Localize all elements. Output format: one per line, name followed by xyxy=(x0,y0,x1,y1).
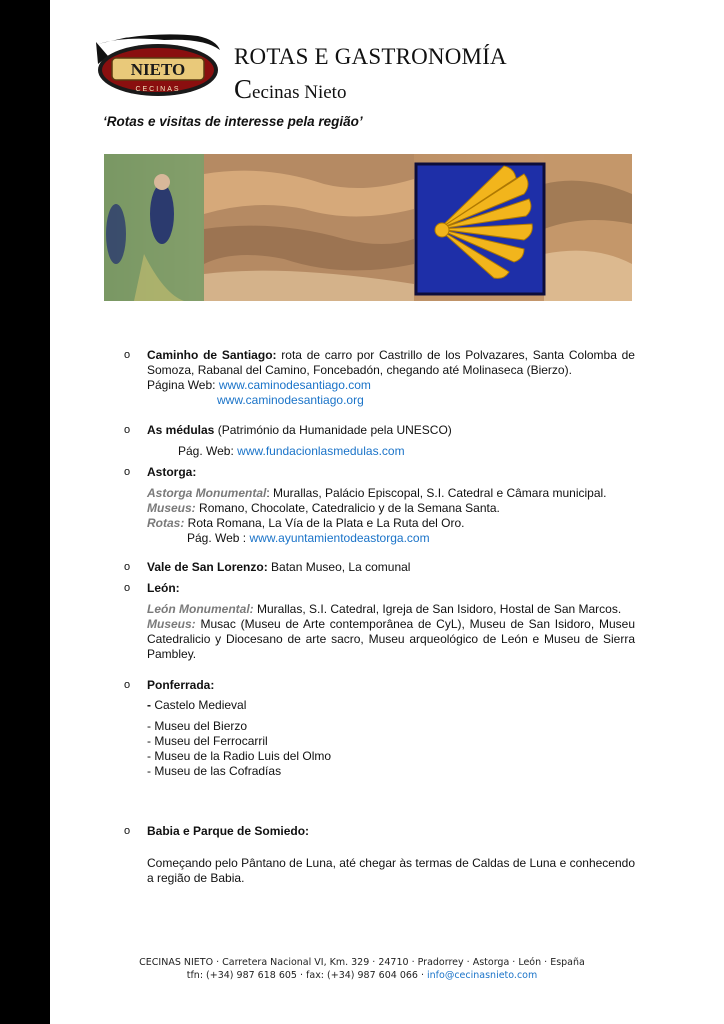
astorga-museus-label: Museus: xyxy=(147,501,196,515)
leon-museus xyxy=(147,617,635,662)
medulas-web-label: Pág. Web: xyxy=(178,444,238,458)
footer-address: CECINAS NIETO · Carretera Nacional VI, Km. 329 · 24710 · Pradorrey · Astorga · León · España xyxy=(139,957,585,968)
list-item: - Museu del Bierzo xyxy=(147,719,248,733)
astorga-museus-text: Romano, Chocolate, Catedralicio y de la Semana Santa. xyxy=(195,501,500,515)
leon-monumental-label: León Monumental: xyxy=(147,602,254,616)
astorga-monumental-text: : Murallas, Palácio Episcopal, S.I. Catedral e Câmara municipal. xyxy=(266,486,607,500)
astorga-rotas-text: Rota Romana, La Vía de la Plata e La Ruta del Oro. xyxy=(184,516,465,530)
medulas-text: (Património da Humanidade pela UNESCO) xyxy=(214,423,452,437)
bullet-marker: o xyxy=(124,582,131,594)
routes-list xyxy=(124,348,635,886)
list-item: - Museu de las Cofradías xyxy=(147,764,282,778)
leon-label: León: xyxy=(147,581,180,595)
ponferrada-castle-text: Castelo Medieval xyxy=(151,698,247,712)
page-footer xyxy=(50,956,674,982)
santiago-text: rota de carro por Castrillo de los Polvazares, Santa Colomba de Somoza, Rabanal del Camino, Foncebadón, chegando até Molinaseca (Bierzo). xyxy=(147,348,635,377)
santiago-link-com[interactable]: www.caminodesantiago.com xyxy=(218,378,371,392)
leon-museus-label: Museus: xyxy=(147,617,196,631)
medulas-web xyxy=(124,444,635,459)
footer-email-link[interactable]: info@cecinasnieto.com xyxy=(427,970,538,981)
medulas-label: As médulas xyxy=(147,423,215,437)
babia-label: Babia e Parque de Somiedo: xyxy=(147,824,310,838)
leon-details xyxy=(124,602,635,662)
ponferrada-label: Ponferrada: xyxy=(147,678,215,692)
left-black-bar xyxy=(0,0,50,1024)
astorga-rotas xyxy=(147,516,635,531)
santiago-web xyxy=(124,378,635,393)
bullet-marker: o xyxy=(124,466,131,478)
astorga-web-label: Pág. Web : xyxy=(187,531,250,545)
lorenzo-label: Vale de San Lorenzo: xyxy=(147,560,268,574)
logo-text: NIETO xyxy=(130,60,186,79)
cecinas-nieto-logo xyxy=(94,34,224,100)
babia-text: Começando pelo Pântano de Luna, até chegar às termas de Caldas de Luna e conhecendo a região de Babia. xyxy=(147,856,635,885)
bullet-marker: o xyxy=(124,825,131,837)
medulas-link[interactable]: www.fundacionlasmedulas.com xyxy=(237,444,405,458)
footer-contact xyxy=(50,969,674,982)
footer-phone-fax: tfn: (+34) 987 618 605 · fax: (+34) 987 604 066 · xyxy=(186,970,428,981)
astorga-monumental-label: Astorga Monumental xyxy=(147,486,267,500)
lorenzo-text: Batan Museo, La comunal xyxy=(267,560,411,574)
astorga-link[interactable]: www.ayuntamientodeastorga.com xyxy=(249,531,430,545)
astorga-web xyxy=(147,531,635,546)
list-item-medulas xyxy=(124,423,635,438)
santiago-web-label: Página Web: xyxy=(147,378,219,392)
list-item-leon xyxy=(124,581,635,596)
leon-monumental xyxy=(147,602,635,617)
ponferrada-museums xyxy=(124,719,635,779)
astorga-museus xyxy=(147,501,635,516)
subtitle-rest: ecinas Nieto xyxy=(252,82,347,103)
bullet-marker: o xyxy=(124,679,131,691)
leon-museus-text: Musac (Museu de Arte contemporânea de CyL), Museu de San Isidoro, Museu Catedralicio y Diocesano de arte sacro, Museu arqueológico de León e Museu de Sierra Pambley. xyxy=(147,617,635,661)
list-item: - Museu del Ferrocarril xyxy=(147,734,268,748)
bullet-marker: o xyxy=(124,561,131,573)
list-item: - Museu de la Radio Luis del Olmo xyxy=(147,749,332,763)
ponferrada-castle: - Castelo Medieval xyxy=(147,698,247,712)
santiago-web-2 xyxy=(124,393,635,408)
santiago-label: Caminho de Santiago: xyxy=(147,348,277,362)
camino-banner-image xyxy=(104,154,632,301)
bullet-marker: o xyxy=(124,424,131,436)
bullet-marker: o xyxy=(124,349,131,361)
astorga-monumental xyxy=(147,486,635,501)
santiago-link-org[interactable]: www.caminodesantiago.org xyxy=(217,393,364,407)
astorga-label: Astorga: xyxy=(147,465,197,479)
leon-monumental-text: Murallas, S.I. Catedral, Igreja de San Isidoro, Hostal de San Marcos. xyxy=(253,602,622,616)
subtitle-cap: C xyxy=(234,74,253,104)
astorga-details xyxy=(124,486,635,546)
astorga-rotas-label: Rotas: xyxy=(147,516,185,530)
document-title: ROTAS E GASTRONOMÍA xyxy=(234,44,507,69)
list-item-astorga xyxy=(124,465,635,480)
document-subtitle xyxy=(234,74,346,105)
logo-subtext: CECINAS xyxy=(135,86,181,93)
list-item-babia xyxy=(124,824,635,839)
list-item-lorenzo xyxy=(124,560,635,575)
list-item-santiago xyxy=(124,348,635,378)
list-item-ponferrada xyxy=(124,678,635,693)
intro-heading: ‘Rotas e visitas de interesse pela região’ xyxy=(103,114,363,129)
